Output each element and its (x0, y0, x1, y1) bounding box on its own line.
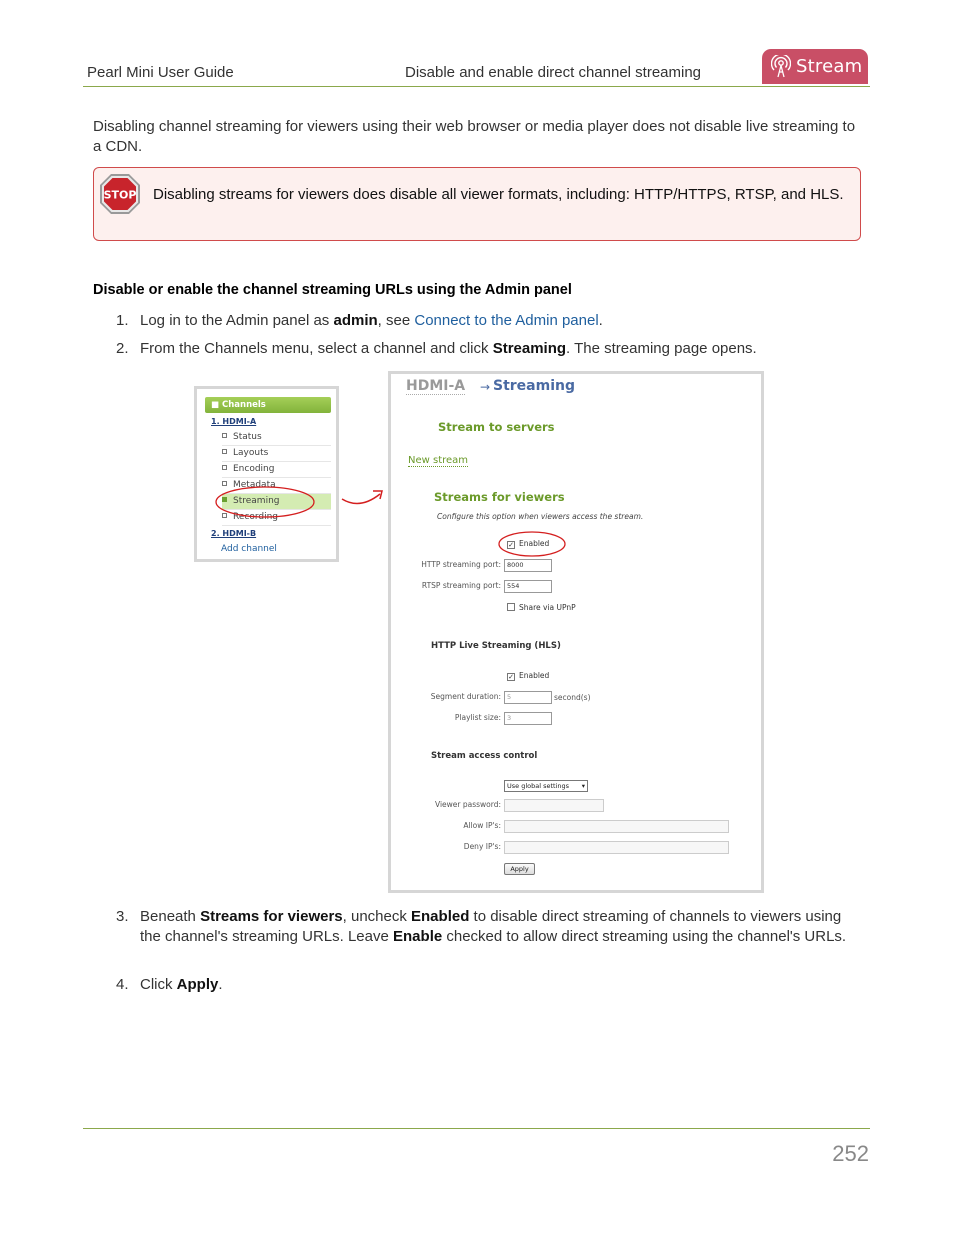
step-number: 2. (116, 340, 129, 357)
step-text: . (218, 976, 223, 993)
streaming-page-screenshot (388, 371, 764, 893)
header-divider (83, 86, 870, 87)
hls-heading: HTTP Live Streaming (HLS) (431, 641, 561, 651)
playlist-size-input[interactable]: 3 (504, 712, 552, 725)
step-number: 1. (116, 312, 129, 329)
sidebar-item-streaming[interactable]: Streaming (222, 494, 331, 510)
chevron-down-icon: ▾ (581, 782, 585, 790)
step-text: , uncheck (342, 908, 412, 925)
deny-ips-input[interactable] (504, 841, 729, 854)
upnp-checkbox[interactable]: Share via UPnP (507, 603, 576, 612)
step-text: , see (377, 312, 415, 329)
sidebar-item-layouts[interactable]: Layouts (222, 446, 331, 462)
rtsp-port-input[interactable]: 554 (504, 580, 552, 593)
step-number: 3. (116, 908, 129, 925)
playlist-size-label: Playlist size: (454, 713, 501, 722)
sidebar-item-recording[interactable]: Recording (222, 510, 331, 526)
http-port-input[interactable]: 8000 (504, 559, 552, 572)
step-text: . (598, 312, 603, 329)
deny-ips-label: Deny IP's: (463, 842, 501, 851)
step-bold: Apply (176, 976, 219, 993)
pointer-arrow-icon (340, 486, 386, 510)
channels-heading: ■ Channels (205, 397, 331, 413)
segment-duration-label: Segment duration: (430, 692, 501, 701)
allow-ips-label: Allow IP's: (463, 821, 501, 830)
new-stream-link[interactable]: New stream (408, 455, 469, 466)
step-number: 4. (116, 976, 129, 993)
step-text: Beneath (140, 908, 201, 925)
section-heading: Disable or enable the channel streaming URLs using the Admin panel (93, 282, 572, 298)
channel-1-link[interactable]: 1. HDMI-A (211, 417, 257, 426)
viewers-note: Configure this option when viewers access the stream. (437, 512, 644, 521)
highlight-circle (213, 485, 317, 519)
breadcrumb-channel[interactable]: HDMI-A (406, 378, 466, 394)
step-bold: Streaming (492, 340, 567, 357)
viewer-password-label: Viewer password: (434, 800, 501, 809)
stop-sign-icon (98, 172, 142, 216)
viewers-enabled-checkbox[interactable]: ✓ Enabled (508, 539, 550, 549)
add-channel-link[interactable]: Add channel (221, 544, 277, 554)
step-text: checked to allow direct streaming using the channel's URLs. (442, 928, 847, 945)
warning-text: Disabling streams for viewers does disable all viewer formats, including: HTTP/HTTPS, RTSP, and HLS. (153, 186, 844, 203)
guide-title: Pearl Mini User Guide (87, 64, 234, 81)
page-title: Streaming (493, 378, 575, 394)
allow-ips-input[interactable] (504, 820, 729, 833)
step-text: Log in to the Admin panel as (140, 312, 334, 329)
step-bold: Streams for viewers (200, 908, 343, 925)
footer-divider (83, 1128, 870, 1129)
step-bold: Enable (393, 928, 443, 945)
step-text: From the Channels menu, select a channel and click (140, 340, 493, 357)
broadcast-tower-icon (771, 55, 791, 79)
breadcrumb-arrow-icon: → (480, 380, 491, 394)
viewer-password-input[interactable] (504, 799, 604, 812)
sidebar-item-metadata[interactable]: Metadata (222, 478, 331, 494)
segment-unit: second(s) (554, 693, 591, 702)
sidebar-item-status[interactable]: Status (222, 430, 331, 446)
step-text: . The streaming page opens. (566, 340, 757, 357)
stream-to-servers-heading: Stream to servers (438, 420, 555, 434)
step-text: to disable direct streaming of channels to viewers using the channel's streaming URLs. Leave (140, 908, 842, 945)
stream-badge (762, 49, 868, 84)
apply-button[interactable]: Apply (504, 863, 535, 875)
rtsp-port-label: RTSP streaming port: (421, 581, 501, 590)
admin-panel-link[interactable]: Connect to the Admin panel (414, 312, 599, 329)
hls-enabled-checkbox[interactable]: ✓ Enabled (508, 671, 550, 681)
sidebar-item-encoding[interactable]: Encoding (222, 462, 331, 478)
http-port-label: HTTP streaming port: (421, 560, 501, 569)
access-control-heading: Stream access control (431, 751, 538, 761)
streams-for-viewers-heading: Streams for viewers (434, 490, 565, 504)
intro-paragraph: Disabling channel streaming for viewers using their web browser or media player does not disable live streaming to a CDN. (93, 118, 856, 155)
badge-label: Stream (796, 56, 863, 77)
page-number: 252 (832, 1141, 869, 1166)
step-bold: admin (333, 312, 378, 329)
highlight-circle (497, 530, 567, 558)
svg-text:STOP: STOP (103, 188, 137, 202)
channel-2-link[interactable]: 2. HDMI-B (211, 529, 257, 538)
warning-callout (93, 167, 861, 241)
step-bold: Enabled (411, 908, 470, 925)
segment-duration-input[interactable]: 5 (504, 691, 552, 704)
step-text: Click (140, 976, 177, 993)
section-title: Disable and enable direct channel streaming (405, 64, 702, 81)
channels-sidebar-screenshot (194, 386, 339, 562)
access-control-select[interactable]: Use global settings ▾ (504, 780, 588, 792)
